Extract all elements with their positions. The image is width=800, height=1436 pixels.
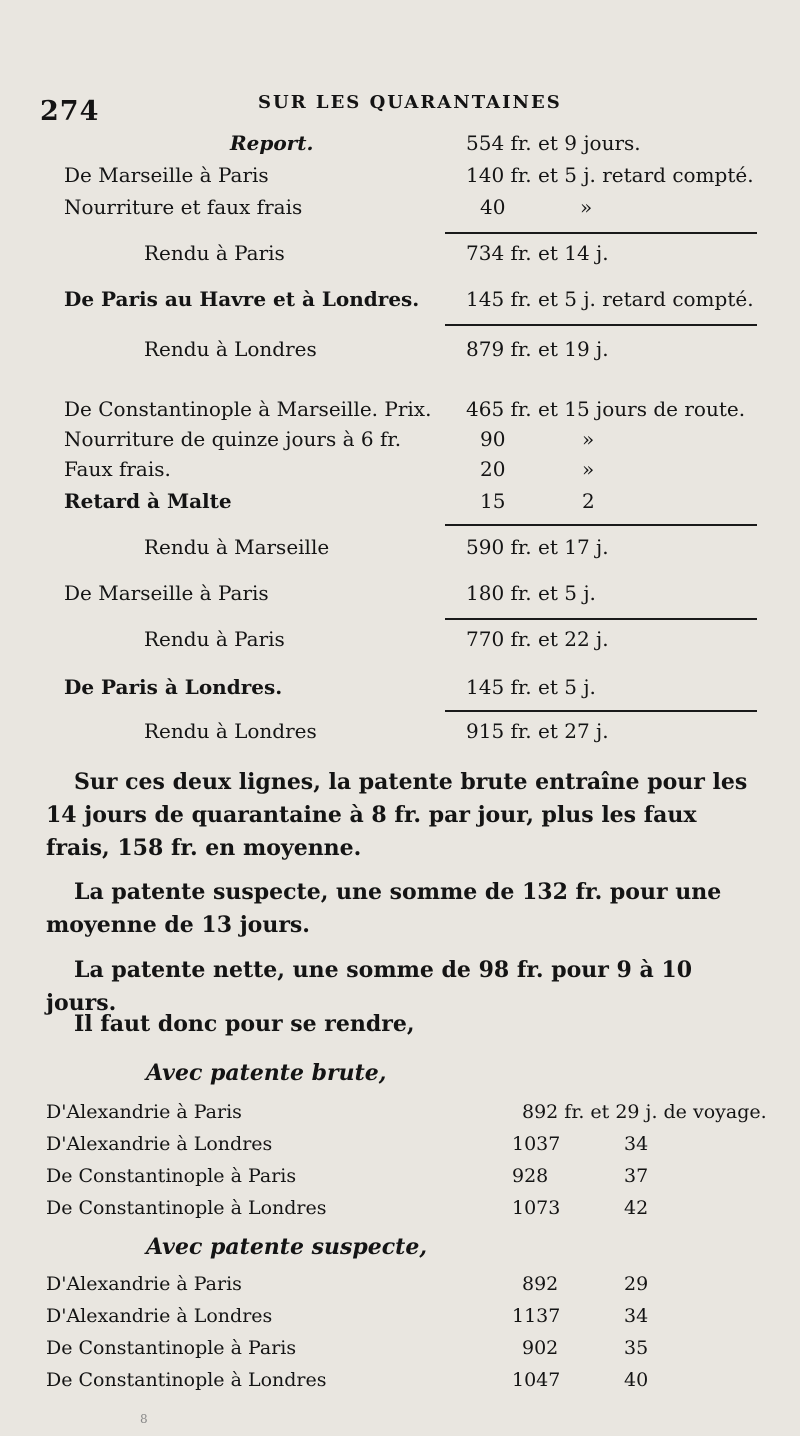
cost: 1037 [512, 1133, 561, 1155]
route: De Constantinople à Paris [46, 1337, 297, 1359]
route: D'Alexandrie à Londres [46, 1133, 273, 1155]
table-row [0, 454, 800, 484]
row-label: Rendu à Marseille [144, 535, 330, 559]
table-row [0, 394, 800, 424]
route: D'Alexandrie à Paris [46, 1101, 242, 1123]
page-number: 274 [40, 96, 100, 127]
paragraph: La patente suspecte, une somme de 132 fr. pour une moyenne de 13 jours. [46, 879, 722, 938]
row-cost: 590 fr. et 17 j. [466, 535, 609, 559]
table-row-report [0, 128, 800, 158]
sum-rule [445, 524, 757, 526]
paragraph: La patente nette, une somme de 98 fr. pour 9 à 10 jours. [46, 957, 693, 1016]
row-label: De Marseille à Paris [64, 163, 269, 187]
signature-mark: 8 [140, 1412, 148, 1426]
row-label: De Marseille à Paris [64, 581, 269, 605]
running-title: SUR LES QUARANTAINES [258, 92, 562, 113]
row-cost: 465 fr. et 15 jours de route. [466, 397, 746, 421]
row-cost: 915 fr. et 27 j. [466, 719, 609, 743]
route: De Constantinople à Londres [46, 1197, 327, 1219]
row-cost: 145 fr. et 5 j. retard compté. [466, 287, 754, 311]
row-days: » [580, 195, 593, 219]
days: 29 [624, 1273, 649, 1295]
paragraph: Sur ces deux lignes, la patente brute entraîne pour les 14 jours de quarantaine à 8 fr. par jour, plus les faux frais, 158 fr. en moyenne. [46, 769, 748, 861]
days: 34 [624, 1133, 649, 1155]
row-label: Faux frais. [64, 457, 171, 481]
row-days: » [582, 457, 595, 481]
paragraph: Il faut donc pour se rendre, [74, 1011, 415, 1037]
row-label: Rendu à Paris [144, 627, 285, 651]
row-label: Rendu à Londres [144, 337, 317, 361]
table-row [0, 424, 800, 454]
row-days: » [582, 427, 595, 451]
table-row [0, 486, 800, 516]
table-row [0, 672, 800, 702]
row-label: De Constantinople à Marseille. Prix. [64, 397, 432, 421]
route: D'Alexandrie à Paris [46, 1273, 242, 1295]
cost: 902 [522, 1337, 559, 1359]
row-label: Rendu à Paris [144, 241, 285, 265]
table-row [0, 192, 800, 222]
table-row [0, 578, 800, 608]
route: D'Alexandrie à Londres [46, 1305, 273, 1327]
sum-rule [445, 324, 757, 326]
row-cost: 90 [480, 427, 506, 451]
report-cost: 554 fr. et 9 jours. [466, 131, 641, 155]
table-row-total [0, 624, 800, 654]
table-row [0, 1098, 800, 1130]
row-label: Nourriture et faux frais [64, 195, 303, 219]
brute-table [0, 1098, 800, 1226]
cost: 1073 [512, 1197, 561, 1219]
row-label: Nourriture de quinze jours à 6 fr. [64, 427, 402, 451]
row-cost: 140 fr. et 5 j. retard compté. [466, 163, 754, 187]
cost: 928 [512, 1165, 549, 1187]
days: 34 [624, 1305, 649, 1327]
row-cost: 770 fr. et 22 j. [466, 627, 609, 651]
sum-rule [445, 710, 757, 712]
row-cost: 20 [480, 457, 506, 481]
table-row-total [0, 716, 800, 746]
days: 35 [624, 1337, 649, 1359]
days: 40 [624, 1369, 649, 1391]
row-label: De Paris au Havre et à Londres. [64, 287, 420, 311]
row-cost: 145 fr. et 5 j. [466, 675, 596, 699]
table-row [0, 1334, 800, 1366]
row-label: Rendu à Londres [144, 719, 317, 743]
section-title-suspecte: Avec patente suspecte, [146, 1234, 427, 1260]
days: 42 [624, 1197, 649, 1219]
table-row [0, 1366, 800, 1398]
row-cost: 734 fr. et 14 j. [466, 241, 609, 265]
cost: 892 fr. et 29 j. de voyage. [522, 1101, 767, 1123]
table-row [0, 1302, 800, 1334]
row-cost: 180 fr. et 5 j. [466, 581, 596, 605]
table-row [0, 284, 800, 314]
route: De Constantinople à Paris [46, 1165, 297, 1187]
suspecte-table [0, 1270, 800, 1398]
row-cost: 879 fr. et 19 j. [466, 337, 609, 361]
table-row [0, 1270, 800, 1302]
days: 37 [624, 1165, 649, 1187]
cost: 1137 [512, 1305, 561, 1327]
table-row [0, 1130, 800, 1162]
table-row [0, 1194, 800, 1226]
row-label: Retard à Malte [64, 489, 232, 513]
route: De Constantinople à Londres [46, 1369, 327, 1391]
cost: 1047 [512, 1369, 561, 1391]
sum-rule [445, 232, 757, 234]
table-row-total [0, 238, 800, 268]
table-row-total [0, 532, 800, 562]
row-label: De Paris à Londres. [64, 675, 283, 699]
table-row [0, 1162, 800, 1194]
cost: 892 [522, 1273, 559, 1295]
section-title-brute: Avec patente brute, [146, 1060, 387, 1086]
table-row-total [0, 334, 800, 364]
report-label: Report. [230, 131, 314, 155]
row-cost: 15 [480, 489, 506, 513]
row-cost: 40 [480, 195, 506, 219]
row-days: 2 [582, 489, 595, 513]
table-row [0, 160, 800, 190]
sum-rule [445, 618, 757, 620]
